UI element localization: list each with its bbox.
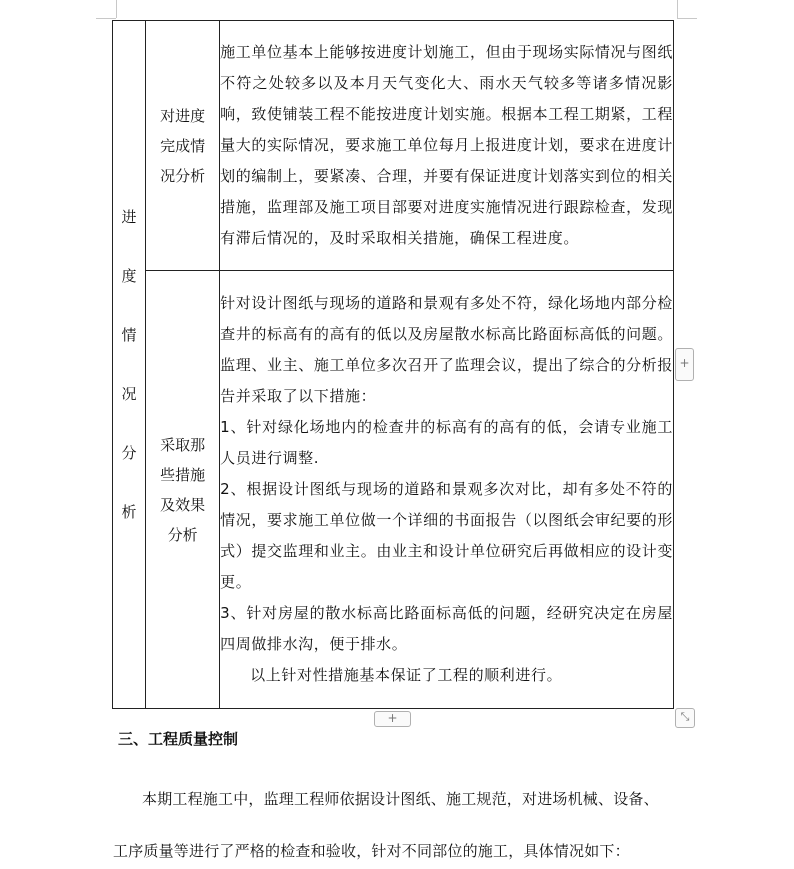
category-line: 及效果 <box>160 495 206 514</box>
margin-corner-mark <box>96 18 116 19</box>
section-label-char: 析 <box>121 502 137 521</box>
content-paragraph: 1、针对绿化场地内的检查井的标高有的高有的低，会请专业施工人员进行调整. <box>220 418 673 467</box>
margin-corner-mark <box>677 0 678 18</box>
category-cell[interactable] <box>146 271 220 709</box>
add-column-button[interactable]: + <box>675 348 694 381</box>
margin-corner-mark <box>677 18 697 19</box>
section-label-char: 度 <box>121 266 137 285</box>
section-label-char: 情 <box>121 325 137 344</box>
section-label-char: 分 <box>121 443 137 462</box>
table-resize-handle[interactable]: ⤡ <box>675 708 695 728</box>
category-line: 况分析 <box>160 166 206 185</box>
margin-corner-mark <box>116 0 117 18</box>
section-label-char: 况 <box>121 384 137 403</box>
add-row-button[interactable]: + <box>374 711 411 727</box>
category-line: 采取那 <box>160 435 206 454</box>
section-label-cell[interactable] <box>113 21 146 709</box>
category-line: 分析 <box>167 525 198 544</box>
table-row <box>113 21 674 271</box>
content-cell[interactable] <box>220 21 674 271</box>
category-line: 完成情 <box>160 136 206 155</box>
body-text-line: 工序质量等进行了严格的检查和验收，针对不同部位的施工，具体情况如下： <box>113 842 630 860</box>
category-line: 些措施 <box>160 465 206 484</box>
category-cell[interactable] <box>146 21 220 271</box>
table-row <box>113 271 674 709</box>
category-line: 对进度 <box>160 106 206 125</box>
section-heading: 三、工程质量控制 <box>118 730 239 748</box>
content-paragraph: 针对设计图纸与现场的道路和景观有多处不符，绿化场地内部分检查井的标高有的高有的低以及房屋散水标高比路面标高低的问题。监理、业主、施工单位多次召开了监理会议，提出了综合的分析报告并采取了以下措施： <box>220 294 673 405</box>
content-cell[interactable] <box>220 271 674 709</box>
body-text-line: 本期工程施工中，监理工程师依据设计图纸、施工规范，对进场机械、设备、 <box>142 790 659 808</box>
content-paragraph: 以上针对性措施基本保证了工程的顺利进行。 <box>250 666 563 684</box>
content-paragraph: 2、根据设计图纸与现场的道路和景观多次对比，却有多处不符的情况，要求施工单位做一个详细的书面报告（以图纸会审纪要的形式）提交监理和业主。由业主和设计单位研究后再做相应的设计变更。 <box>220 480 673 591</box>
section-label-char: 进 <box>121 207 137 226</box>
content-paragraph: 3、针对房屋的散水标高比路面标高低的问题，经研究决定在房屋四周做排水沟，便于排水。 <box>220 604 673 653</box>
progress-analysis-table[interactable] <box>112 20 674 709</box>
content-paragraph: 施工单位基本上能够按进度计划施工，但由于现场实际情况与图纸不符之处较多以及本月天气变化大、雨水天气较多等诸多情况影响，致使铺装工程不能按进度计划实施。根据本工程工期紧，工程量大的实际情况，要求施工单位每月上报进度计划，要求在进度计划的编制上，要紧凑、合理，并要有保证进度计划落实到位的相关措施，监理部及施工项目部要对进度实施情况进行跟踪检查，发现有滞后情况的，及时采取相关措施，确保工程进度。 <box>220 43 673 247</box>
